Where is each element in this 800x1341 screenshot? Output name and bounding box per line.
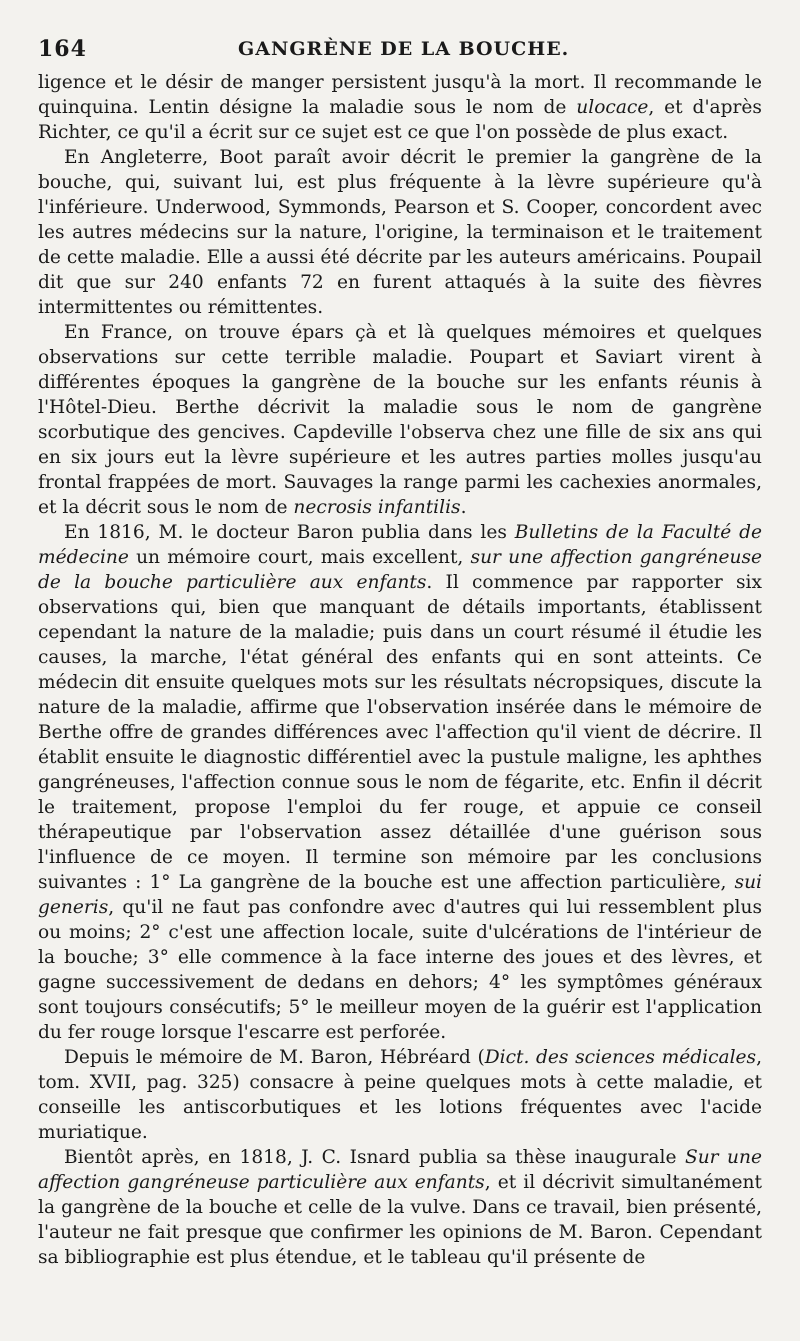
paragraph-5: Depuis le mémoire de M. Baron, Hébréard (Dict. des sciences médicales, tom. XVII, pag. 325) consacre à peine quelques mots à cette maladie, et conseille les antiscorbutiques et les lotions fréquentes avec l'acide muriatique. bbox=[38, 1047, 762, 1143]
paragraph-1: ligence et le désir de manger persistent jusqu'à la mort. Il recommande le quinquina. Lentin désigne la maladie sous le nom de ulocace, et d'après Richter, ce qu'il a écrit sur ce sujet est ce que l'on possède de plus exact. bbox=[38, 72, 762, 143]
running-title: GANGRÈNE DE LA BOUCHE. bbox=[238, 38, 570, 60]
paragraph-2: En Angleterre, Boot paraît avoir décrit le premier la gangrène de la bouche, qui, suivant lui, est plus fréquente à la lèvre supérieure qu'à l'inférieure. Underwood, Symmonds, Pearson et S. Cooper, concordent avec les autres médecins sur la nature, l'origine, la terminaison et le traitement de cette maladie. Elle a aussi été décrite par les auteurs américains. Poupail dit que sur 240 enfants 72 en furent attaqués à la suite des fièvres intermittentes ou rémittentes. bbox=[38, 147, 762, 318]
page-header bbox=[38, 30, 762, 70]
paragraph-4: En 1816, M. le docteur Baron publia dans les Bulletins de la Faculté de médecine un mémoire court, mais excellent, sur une affection gangréneuse de la bouche particulière aux enfants. Il commence par rapporter six observations qui, bien que manquant de détails importants, établissent cependant la nature de la maladie; puis dans un court résumé il étudie les causes, la marche, l'état général des enfants qui en sont atteints. Ce médecin dit ensuite quelques mots sur les résultats nécropsiques, discute la nature de la maladie, affirme que l'observation insérée dans le mémoire de Berthe offre de grandes différences avec l'affection qu'il vient de décrire. Il établit ensuite le diagnostic différentiel avec la pustule maligne, les aphthes gangréneuses, l'affection connue sous le nom de fégarite, etc. Enfin il décrit le traitement, propose l'emploi du fer rouge, et appuie ce conseil thérapeutique par l'observation assez détaillée d'une guérison sous l'influence de ce moyen. Il termine son mémoire par les conclusions suivantes : 1° La gangrène de la bouche est une affection particulière, sui generis, qu'il ne faut pas confondre avec d'autres qui lui ressemblent plus ou moins; 2° c'est une affection locale, suite d'ulcérations de l'intérieur de la bouche; 3° elle commence à la face interne des joues et des lèvres, et gagne successivement de dedans en dehors; 4° les symptômes généraux sont toujours consécutifs; 5° le meilleur moyen de la guérir est l'application du fer rouge lorsque l'escarre est perforée. bbox=[38, 522, 762, 1043]
paragraph-6: Bientôt après, en 1818, J. C. Isnard publia sa thèse inaugurale Sur une affection gangréneuse particulière aux enfants, et il décrivit simultanément la gangrène de la bouche et celle de la vulve. Dans ce travail, bien présenté, l'auteur ne fait presque que confirmer les opinions de M. Baron. Cependant sa bibliographie est plus étendue, et le tableau qu'il présente de bbox=[38, 1147, 762, 1268]
paragraph-3: En France, on trouve épars çà et là quelques mémoires et quelques observations sur cette terrible maladie. Poupart et Saviart virent à différentes époques la gangrène de la bouche sur les enfants réunis à l'Hôtel-Dieu. Berthe décrivit la maladie sous le nom de gangrène scorbutique des gencives. Capdeville l'observa chez une fille de six ans qui en six jours eut la lèvre supérieure et les autres parties molles jusqu'au frontal frappées de mort. Sauvages la range parmi les cachexies anormales, et la décrit sous le nom de necrosis infantilis. bbox=[38, 322, 762, 518]
page-number: 164 bbox=[38, 36, 87, 62]
